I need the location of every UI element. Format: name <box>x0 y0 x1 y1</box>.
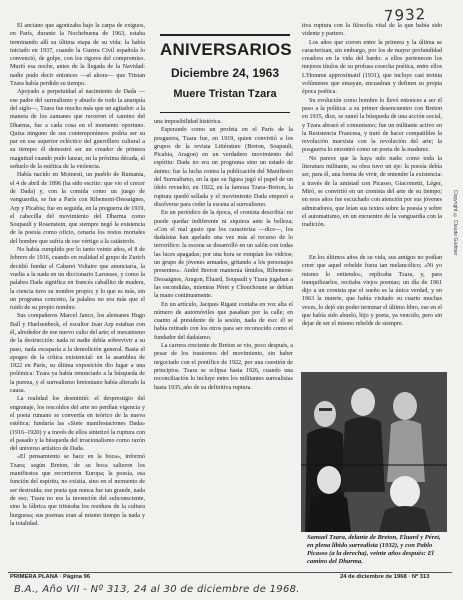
article-column-left <box>10 22 145 528</box>
paragraph: Esperando como un profeta en el París de la posguerra, Tzara fue, en 1919, quien convirtió a los grupos de la revista Littérature (Breton, Soupault, Picabia, Aragon) en un verdadero movimiento del espíritu: Dada no era un programa sino un estado de ánimo; fue la lucha contra la publicación del Manifiesto del Surrealismo, en la que su figura jugó el papel de un ídolo revuelto; en 1922, en la famosa Tzara–Breton, la ruptura quedó sellada y el movimiento Dada empezó a disolverse para ceder la escena al surrealismo. <box>154 127 293 208</box>
article-column-middle <box>154 118 293 392</box>
paragraph: Apoyado a perpetuidad al nacimiento de Dada —ese padre del surrealismo y abuelo de todo la anarquía del siglo—, Tzara fue mucho más que un agitador: a la manera de los zamanes que recorren el camino del Dharma, fue a cada cosa en el momento oportuno. Quiza ninguno de sus contemporáneos podría ser su par en ese superior ecléctico del guerrillero cultural a su tiempo: él demostró ser un creador de primera magnitud cuando pudo lanzar, en la próxima década, el señuelo de la estética de la violencia. <box>10 89 145 171</box>
figure-body <box>387 420 425 482</box>
paragraph: En un periódico de la época, el cronista describía: no puede quedar indiferente ni siquiera ante la belleza; «Con el mal gusto que los caracteriza —dice—, los dadaístas han apelado una vez más al recurso de lo terrorífico: la escena se desarrolló en un salón con todas las luces apagadas; por una hora se rompían los vidrios; un grupo de jóvenes armados, gritando a los personajes presentes». André Breton mantenía tímidos, Ribemont-Dessaignes, Aragon, Éluard, Soupault y Tzara jugaban a las escondidas, mientras Péret y Chouchoune se debían la mano continuamente. <box>154 210 293 300</box>
photo-illustration <box>301 372 447 532</box>
figure-head <box>351 388 375 416</box>
article-date: Diciembre 24, 1963 <box>170 66 280 80</box>
paragraph: Su evolución como hombre lo llevó entonces a ser el paso a la política: a su primer desencuentro con Breton en 1935, dice, se sumó la búsqueda de una acción social, y Tzara abrazó el comunismo; fue un militante activo en la Resistencia Francesa, y trató de hacer compatibles la revolución marxista con la revolución del arte; la posguerra lo encontró como un poeta de la madurez. <box>302 97 442 154</box>
paragraph: Había nacido en Moinesti, un pueblo de Rumania, el 4 de abril de 1896 (ha sido escrito: que vio el crecer de Dada) y, con la comida como un juego de vanguardia, se fue a París con Ribemont-Dessaignes, Arp y Picabia; fue en seguida, en la preguerra de 1919, el cabecilla del movimiento del Dharma como Soupault y Rosenstein, que siempre negó la existencia de la poesía como oficio, cenaría los restos mortales del hombre que sufría de ese vértigo a la catástrofe. <box>10 172 145 245</box>
section-title: ANIVERSARIOS <box>160 40 292 59</box>
article-title: Muere Tristan Tzara <box>173 88 277 100</box>
paragraph: En los últimos años de su vida, sus amigos no podían creer que aquel rebelde fuera tan melancólico; «Ni yo mismo lo entiendo», replicaba Tzara, y, para tranquilizarlos, recitaba viejos poemas; un día de 1961 dijo a un cronista que el sueño es la única verdad, y en 1963 la muerte, que había visitado su cuarto muchas veces, lo dejó sin poder terminar el último libro, ese en el que había sido abuelo, hijo y poeta, ya vencido, pero sin dejar de ser el mismo rebelde de siempre. <box>302 255 442 328</box>
photo-credit: Copyright © Claude Gadmer <box>452 190 458 256</box>
paragraph: No parece que la haya sido nada: como toda la literatura militante, su obra tuvo un eje: la poesía debía ser, para él, una forma de vivir, de entender la existencia: a través de la amistad con Picasso, Giacometti, Léger, Miró, se convirtió en un cronista del arte de su tiempo; en esos años fue escuchado con atención por sus jóvenes admiradores, que leían sus textos sobre la poesía y sobre el automatismo, en un encuentro de la vanguardia con la tradición. <box>302 155 442 229</box>
paragraph: una imposibilidad histórica. <box>154 119 222 125</box>
handwritten-page-number: 7932 <box>383 4 427 26</box>
handwritten-citation: B.A., Año VII - Nº 313, 24 al 30 de diciembre de 1968. <box>14 584 300 595</box>
paragraph: El anciano que agonizaba bajo la carpa de exiguos, en París, durante la Nochebuena de 1963, estaba terminando allí su última etapa de su vida: la había iniciado en 1937, cuando la Guerra Civil española lo convenció, de golpe, con los rigores del compromiso. Murió esa noche, antes de la llegada de la Navidad: nadie pudo decir entonces —al ahora— que Tristan Tzara había perdido su tiempo. <box>10 23 145 88</box>
photo-caption: Samuel Tzara, delante de Breton, Eluard y Péret, en plena libido surrealista (1932), y con Pablo Picasso (a la derecha), veinte años después: El camino del Dharma. <box>307 534 441 565</box>
figure-body <box>307 494 351 532</box>
article-header <box>160 34 290 113</box>
article-column-right <box>302 22 442 229</box>
paragraph: Sus compañeros Marcel Janco, los alemanes Hugo Ball y Huelsenbeck, el escultor Jean Arp estaban con él, alrededor de ese nuevo culto del arte; el mecanismo de la destrucción: nada ni nadie debía sobrevivir a su paso, nada escaparía a la demolición general. Basta el apogeo de la crítica existencial: en la asamblea de 1922 en París, su última exposición dio lugar a una polémica: Tzara ya había renunciado a la búsqueda de la pureza, y el surrealismo bretoniano había alterado la causa. <box>10 313 145 395</box>
figure-head <box>317 466 341 494</box>
footer-right: 24 de diciembre de 1968 · Nº 313 <box>340 574 430 580</box>
paragraph: «El pensamiento se hace en la boca», informó Tzara; según Breton, de su boca salieron los manifiestos que recorrieron Europa; la poesía, esa función del espíritu, no existía, sino en el momento de ser destruida; ese poeta que nunca fue tan grande, nada de eso; Tzara no era la invención del subconsciente, sino la fábrica que trituraba los residuos de la cultura burguesa; sus poemas eran al mismo tiempo la nada y la totalidad. <box>10 454 145 527</box>
footer-left: PRIMERA PLANA · Página 96 <box>10 574 91 580</box>
figure-head <box>393 392 417 420</box>
paragraph: tiva ruptura con la filosofía vital de la que había sido vidente y partero. <box>302 23 442 38</box>
figure-body <box>341 417 385 492</box>
paragraph: Los años que corren entre la primera y la última se caracterizan, sin embargo, por los de mayor profundidad creadora en la vida del bardo: a ellos pertenecen los mejores títulos de su profusa cosecha poética, entre ellos L'Homme approximatif (1931), que incluye casi treinta volúmenes que ensayan, encuadran y definen su propia época poética. <box>302 39 442 96</box>
paragraph: No había cumplido por lo tanto veinte años, el 8 de febrero de 1916, cuando en realidad el grupo de Zurich decidió fundar el Cabaret Voltaire que anunciaría, la vuelta a la nada en un diccionario Larousse, y como la palabra Dada significa en francés caballito de madera, la ciencia tuvo su nombre propio; y lo que es más, sin un programa concreto, la palabra no era más que el ruido de su propio nombre. <box>10 247 145 312</box>
article-photo <box>301 372 447 532</box>
paragraph: En un artículo, Jacques Rigaut contaba en voz alta el número de automóviles que pasaban por la calle; en cuanto al presidente de la sesión, nada de eso: él se había retirado con los otros para ser reconocido como el fundador del dadaísmo. <box>154 301 293 341</box>
paragraph: La realidad los desmintió: el desprestigio del engranaje, los rescoldos del arte no perdían vigencia y el poeta rumano se convertía en teórico de la nueva estética; fundaría las «Siete manifestaciones Dada» (1916–1920) y a través de ellos sintetizó la ruptura con el pasado y la búsqueda del irracionalismo como razón del universo artístico de Dada. <box>10 396 145 453</box>
paragraph: La carrera creciente de Breton se vio, poco después, a pesar de los trastornos del movimiento, sin haber negociado con el pontífice de 1922, por una cuestión de principios. Tzara se eclipsa hasta 1926, cuando una reconciliación lo incluye entre los militantes surrealistas hasta 1935, año de su definitiva ruptura. <box>154 343 293 391</box>
footer-divider <box>8 572 452 573</box>
article-column-right-lower <box>302 254 442 329</box>
figure-head <box>390 476 420 508</box>
figure-body <box>379 506 431 532</box>
figure-head <box>314 401 336 427</box>
